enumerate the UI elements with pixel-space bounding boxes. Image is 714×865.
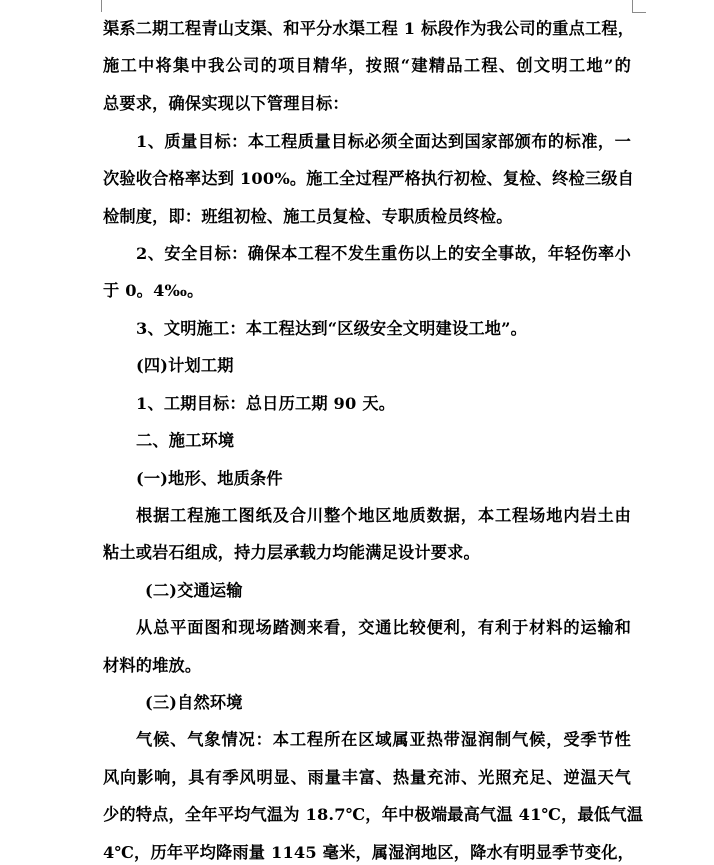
section-heading: (一)地形、地质条件	[136, 469, 283, 488]
paragraph-line: 3、文明施工：本工程达到“区级安全文明建设工地”。	[136, 319, 528, 338]
margin-corner-mark-left	[87, 0, 102, 12]
paragraph-line: 气候、气象情况：本工程所在区域属亚热带湿润制气候，受季节性	[136, 730, 631, 749]
section-heading: 二、施工环境	[136, 431, 235, 450]
section-heading: (四)计划工期	[136, 356, 234, 375]
paragraph-line: 从总平面图和现场踏测来看，交通比较便利，有利于材料的运输和	[136, 618, 631, 637]
paragraph-line: 总要求，确保实现以下管理目标：	[103, 94, 349, 113]
paragraph-line: 4℃，历年平均降雨量 1145 毫米，属湿润地区，降水有明显季节变化，	[103, 843, 635, 862]
section-heading: (三)自然环境	[145, 693, 243, 712]
paragraph-line: 施工中将集中我公司的项目精华，按照“建精品工程、创文明工地”的	[103, 56, 631, 75]
paragraph-line: 材料的堆放。	[103, 656, 202, 675]
margin-corner-mark-right-horizontal	[632, 12, 646, 13]
paragraph-line: 2、安全目标：确保本工程不发生重伤以上的安全事故，年轻伤率小	[136, 244, 631, 263]
margin-corner-mark-right	[632, 0, 647, 12]
paragraph-line: 于 0。4‰。	[103, 281, 204, 300]
paragraph-line: 少的特点，全年平均气温为 18.7℃，年中极端最高气温 41℃，最低气温	[103, 805, 644, 824]
paragraph-line: 根据工程施工图纸及合川整个地区地质数据，本工程场地内岩土由	[136, 506, 631, 525]
paragraph-line: 1、工期目标：总日历工期 90 天。	[136, 394, 396, 413]
paragraph-line: 1、质量目标：本工程质量目标必须全面达到国家部颁布的标准，一	[136, 132, 631, 151]
paragraph-line: 风向影响，具有季风明显、雨量丰富、热量充沛、光照充足、逆温天气	[103, 768, 631, 787]
section-heading: (二)交通运输	[145, 581, 243, 600]
paragraph-line: 检制度，即：班组初检、施工员复检、专职质检员终检。	[103, 207, 513, 226]
paragraph-line: 渠系二期工程青山支渠、和平分水渠工程 1 标段作为我公司的重点工程，	[103, 19, 635, 38]
paragraph-line: 次验收合格率达到 100%。施工全过程严格执行初检、复检、终检三级自	[103, 169, 635, 188]
paragraph-line: 粘土或岩石组成，持力层承载力均能满足设计要求。	[103, 543, 480, 562]
